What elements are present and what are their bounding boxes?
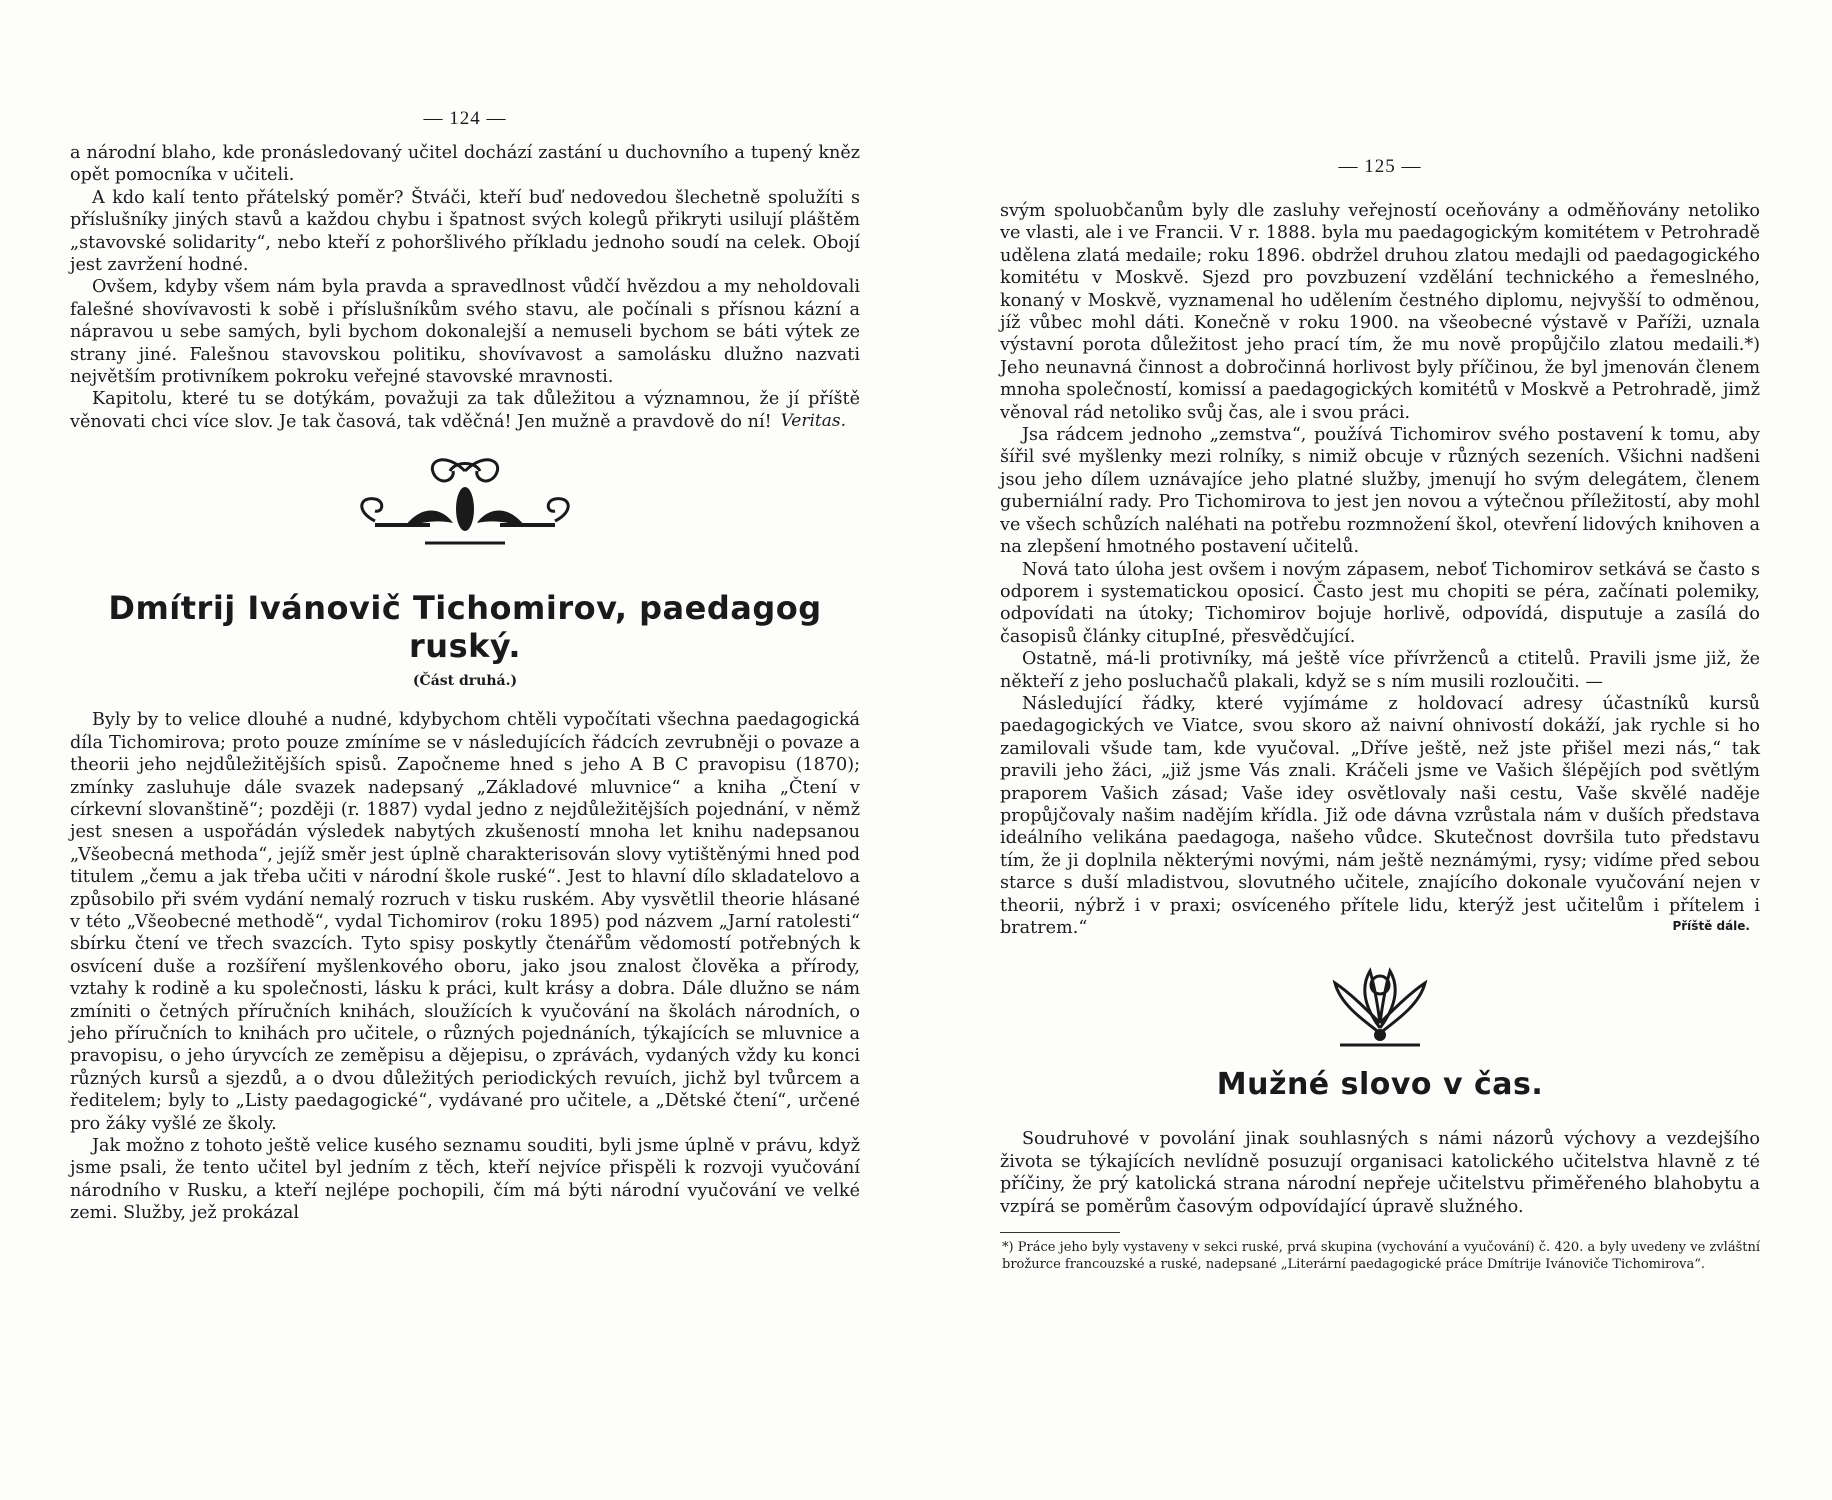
article-title: Dmítrij Ivánovič Tichomirov, paedagog ruský. bbox=[108, 589, 822, 666]
footnote-divider bbox=[1000, 1232, 1120, 1233]
article-subtitle: (Část druhá.) bbox=[412, 673, 518, 690]
page-number: — 125 — bbox=[1338, 156, 1422, 177]
continued-note: Příště dále. bbox=[1672, 919, 1750, 934]
paragraph: Soudruhové v povolání jinak souhlasných s námi názorů výchovy a vezdejšího života se týkajících nevlídně posuzují organisaci katolického učitelstva hlavně z té příčiny, že prý katolická strana národní nepřeje učitelstvu přiměřeného blahobytu a vzpírá se poměrům časovým odpovídající úpravě služného. bbox=[1000, 1129, 1760, 1217]
paragraph: Ovšem, kdyby všem nám byla pravda a spravedlnost vůdčí hvězdou a my neholdovali falešné shovívavosti k sobě i příslušníkům svého stavu, ale počínali s přísnou kázní a nápravou u sebe samých, byli bychom dokonalejší a nemuseli bychom se báti výtek ze strany jiné. Falešnou stavovskou politiku, shovívavost a samolásku dlužno nazvati největším protivníkem pokroku veřejné stavovské mravnosti. bbox=[70, 277, 860, 388]
paragraph: A kdo kalí tento přátelský poměr? Štváči, kteří buď nedovedou šlechetně spolužíti s příslušníky jiných stavů a každou chybu i špatnost svých kolegů přikryti usilují pláštěm „stavovské solidarity“, nebo kteří z pohoršlivého příkladu jednoho soudí na celek. Obojí jest zavržení hodné. bbox=[70, 187, 860, 276]
paragraph: Ostatně, má-li protivníky, má ještě více přívrženců a ctitelů. Pravili jsme již, že někteří z jeho posluchačů plakali, když se s ním musili rozloučiti. — bbox=[1000, 649, 1760, 692]
palmette-ornament-icon bbox=[1310, 963, 1450, 1053]
paragraph: Jak možno z tohoto ještě velice kusého seznamu souditi, byli jsme úplně v právu, když jsme psali, že tento učitel byl jedním z těch, kteří nejvíce přispěli k rozvoji vyučování národního v Rusku, a kteří nejlépe pochopili, čím má býti národní vyučování ve velké zemi. Služby, jež prokázal bbox=[70, 1136, 860, 1224]
paragraph: a národní blaho, kde pronásledovaný učitel dochází zastání u duchovního a tupený kněz opět pomocníka v učiteli. bbox=[70, 143, 860, 186]
paragraph: Nová tato úloha jest ovšem i novým zápasem, neboť Tichomirov setkává se často s odporem i systematickou oposicí. Často jest mu chopiti se péra, začínati polemiky, odpovídati na útoky; Tichomirov bojuje horlivě, odpovídá, disputuje a zasílá do časopisů články citupIné, přesvědčující. bbox=[1000, 559, 1760, 647]
left-page bbox=[70, 0, 860, 1500]
paragraph: svým spoluobčanům byly dle zasluhy veřejností oceňovány a odměňovány netoliko ve vlasti, ale i ve Francii. V r. 1888. byla mu paedagogickým komitétem v Petrohradě udělena zlatá medaile; roku 1896. obdržel druhou zlatou medajli od paedagogického komitétu v Moskvě. Sjezd pro povzbuzení vzdělání technického a řemeslného, konaný v Moskvě, vyznamenal ho udělením čestného diplomu, nejvyšší to odměnou, jíž vůbec mohl dáti. Konečně v roku 1900. na všeobecné výstavě v Paříži, uznala výstavní porota důležitost jeho prací tím, že mu nově propůjčilo zlatou medaili.*) Jeho neunavná činnost a dobročinná horlivost byly příčinou, že byl jmenován členem mnoha společností, komissí a paedagogických komitétů v Moskvě a Petrohradě, jimž věnoval rád netoliko svůj čas, ale i svou práci. bbox=[1000, 201, 1760, 423]
paragraph: Následující řádky, které vyjímáme z holdovací adresy účastníků kursů paedagogických ve Viatce, svou skoro až naivní ohnivostí dokáží, jak rychle si ho zamilovali všude tam, kde vyučoval. „Dříve ještě, než jste přišel mezi nás,“ tak pravili jeho žáci, „již jsme Vás znali. Kráčeli jsme ve Vašich šlépějích pod světlým praporem Vašich zásad; Vaše idey osvětlovaly naši cestu, Vaše skvělé naděje propůjčovaly našim nadějím křídla. Již ode dávna vzrůstala nám v duších představa ideálního velikána paedagoga, našeho vůdce. Skutečnost dovršila tuto představu tím, že ji doplnila některými novými, nám ještě neznámými, rysy; vidíme před sebou starce s duší mladistvou, slovutného učitele, znajícího dokonale vyučování nejen v theorii, nýbrž i v praxi; osvíceného přítele lidu, kterýž jest učitelům i přítelem i bratrem.“ bbox=[1000, 693, 1760, 938]
flourish-ornament-icon bbox=[335, 451, 595, 551]
paragraph: Jsa rádcem jednoho „zemstva“, používá Tichomirov svého postavení k tomu, aby šířil své myšlenky mezi rolníky, s nimiž obcuje v různých sezeních. Všichni nadšeni jsou jeho dílem uznávajíce jeho platné služby, jmenují ho svým delegátem, členem guberniální rady. Pro Tichomirova to jest jen novou a výtečnou příležitostí, aby mohl ve všech schůzích naléhati na potřebu rozmnožení škol, otevření lidových knihoven a na zlepšení hmotného postavení učitelů. bbox=[1000, 425, 1760, 558]
signature: Veritas. bbox=[780, 411, 846, 432]
article-title: Mužné slovo v čas. bbox=[1216, 1067, 1544, 1103]
right-page bbox=[1000, 0, 1760, 1500]
footnote: *) Práce jeho byly vystaveny v sekci ruské, prvá skupina (vychování a vyučování) č. 420. a byly uvedeny ve zvláštní brožurce francouzské a ruské, nadepsané „Literární paedagogické práce Dmítrije Ivánoviče Tichomirova“. bbox=[1002, 1240, 1760, 1273]
page-number: — 124 — bbox=[423, 108, 507, 129]
paragraph: Kapitolu, které tu se dotýkám, považuji za tak důležitou a významnou, že jí příště věnovati chci více slov. Je tak časová, tak vděčná! Jen mužně a pravdově do ní! bbox=[70, 389, 860, 432]
paragraph: Byly by to velice dlouhé a nudné, kdybychom chtěli vypočítati všechna paedagogická díla Tichomirova; proto pouze zmíníme se v následujících řádcích zevrubněji o povaze a theorii jeho nejdůležitějších spisů. Započneme hned s jeho A B C pravopisu (1870); zmínky zasluhuje dále svazek nadepsaný „Základové mluvnice“ a kniha „Čtení v církevní slovanštině“; později (r. 1887) vydal jedno z nejdůležitějších pojednání, v němž jest snesen a uspořádán výsledek nabytých zkušeností mnoha let knihu nadepsanou „Všeobecná methoda“, jejíž směr jest úplně charakterisován slovy vytištěnými hned pod titulem „čemu a jak třeba učiti v národní škole ruské“. Jest to hlavní dílo skladatelovo a způsobilo při svém vydání nemalý rozruch v tisku ruském. Aby vysvětlil theorie hlásané v této „Všeobecné methodě“, vydal Tichomirov (roku 1895) pod názvem „Jarní ratolesti“ sbírku čtení ve třech svazcích. Tyto spisy poskytly čtenářům vědomostí potřebných k osvícení duše a rozšíření myšlenkového oboru, jako jsou znalost člověka a přírody, vztahy k rodině a ku společnosti, lásku k práci, kult krásy a dobra. Dále dlužno se nám zmíniti o četných příručních knihách, sloužících k vyučování na školách národních, o jeho příručních to knihách pro učitele, o různých pojednáních, týkajících se mluvnice a pravopisu, o jeho úryvcích ze zeměpisu a dějepisu, o zprávách, vydaných vždy ku konci různých kursů a sjezdů, a o dvou důležitých periodických revuích, jichž byl tvůrcem a ředitelem; byly to „Listy paedagogické“, vydávané pro učitele, a „Dětské čtení“, určené pro žáky vyšlé ze školy. bbox=[70, 710, 860, 1134]
